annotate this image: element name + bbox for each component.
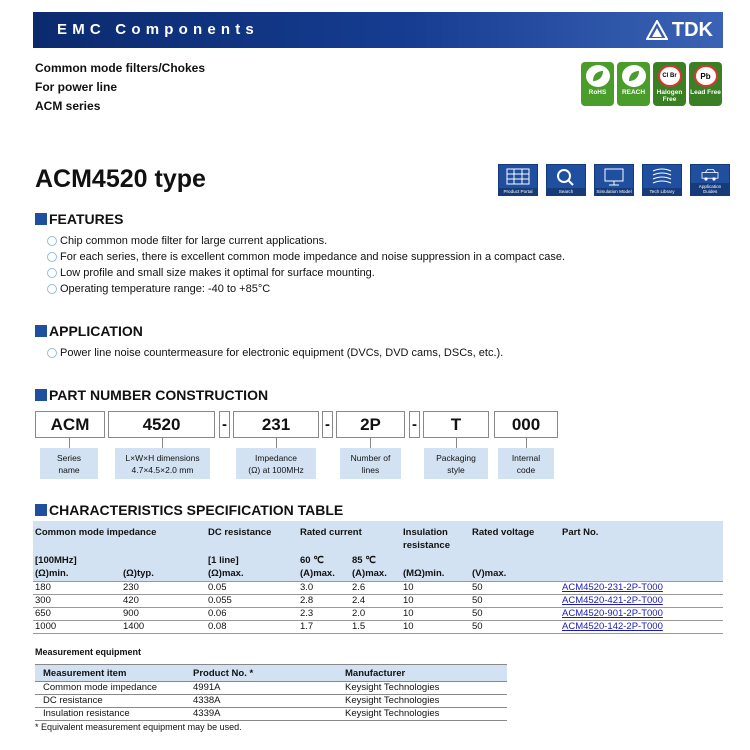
tdk-logo[interactable] [646,19,713,42]
pn-label-internal: Internal code [498,448,554,479]
badge-label: RoHS [588,89,607,96]
monitor-icon [601,167,627,187]
badge-label: REACH [621,89,646,96]
banner-title: EMC Components [57,21,259,38]
search-button[interactable]: Search [546,164,586,196]
rohs-badge [581,62,614,106]
list-item: Operating temperature range: -40 to +85°C [47,281,565,297]
spec-table-header: Common mode impedance DC resistance Rated current Insulation resistance Rated voltage Part No. [100MHz] [1 line] 60 ℃ 85 ℃ (Ω)min. (Ω)typ. (Ω)max. (A)max. (A)max. (MΩ)min. (V)max. [33,521,723,581]
pn-dash: - [409,411,420,438]
part-number-heading: PART NUMBER CONSTRUCTION [35,387,268,403]
part-link[interactable]: ACM4520-901-2P-T000 [562,608,663,619]
application-guides-button[interactable]: Application Guides [690,164,730,196]
badge-label: Halogen Free [656,89,683,103]
pn-label-series: Series name [40,448,98,479]
table-row: 180 230 0.05 3.0 2.6 10 50 ACM4520-231-2P-T000 [33,582,723,595]
badge-label: Lead Free [690,89,721,96]
simulation-model-button[interactable]: Simulation Model [594,164,634,196]
pn-segment-internal: 000 [494,411,558,438]
pn-label-lines: Number of lines [340,448,401,479]
part-link[interactable]: ACM4520-231-2P-T000 [562,582,663,593]
compliance-badges [581,62,722,106]
tech-library-button[interactable]: Tech Library [642,164,682,196]
lead-free-badge [689,62,722,106]
application-list [47,345,503,361]
leaf-icon [627,69,641,83]
series-name: ACM series [35,99,101,113]
application-area: For power line [35,80,118,94]
reach-badge [617,62,650,106]
features-list [47,233,565,297]
portal-icon [505,167,531,187]
table-row: 300 420 0.055 2.8 2.4 10 50 ACM4520-421-2P-T000 [33,595,723,608]
spec-table-heading: CHARACTERISTICS SPECIFICATION TABLE [35,502,343,518]
table-row: Insulation resistance 4339A Keysight Technologies [35,708,507,721]
no-halogen-icon: Cl Br [658,65,682,87]
pn-label-packaging: Packaging style [424,448,488,479]
header-banner [33,12,723,48]
measurement-title: Measurement equipment [35,647,142,657]
table-row: 1000 1400 0.08 1.7 1.5 10 50 ACM4520-142-2P-T000 [33,621,723,634]
pn-segment-series: ACM [35,411,105,438]
search-icon [553,167,579,187]
pn-segment-lines: 2P [336,411,405,438]
pn-label-dimensions: L×W×H dimensions 4.7×4.5×2.0 mm [115,448,210,479]
pn-dash: - [219,411,230,438]
table-row: DC resistance 4338A Keysight Technologies [35,695,507,708]
table-row: 650 900 0.06 2.3 2.0 10 50 ACM4520-901-2P-T000 [33,608,723,621]
part-link[interactable]: ACM4520-142-2P-T000 [562,621,663,632]
part-link[interactable]: ACM4520-421-2P-T000 [562,595,663,606]
pn-dash: - [322,411,333,438]
pn-label-impedance: Impedance (Ω) at 100MHz [236,448,316,479]
pn-segment-dimensions: 4520 [108,411,215,438]
no-lead-icon: Pb [694,65,718,87]
list-item: For each series, there is excellent common mode impedance and noise suppression in a compact case. [47,249,565,265]
product-category: Common mode filters/Chokes [35,61,206,75]
footnote: * Equivalent measurement equipment may be used. [35,722,242,732]
list-item: Low profile and small size makes it optimal for surface mounting. [47,265,565,281]
brand-name: TDK [671,19,713,41]
page-title: ACM4520 type [35,165,206,193]
pn-segment-packaging: T [423,411,489,438]
halogen-free-badge [653,62,686,106]
tdk-emblem-icon [646,20,668,42]
measurement-table-header: Measurement item Product No. * Manufacturer [35,664,507,682]
application-heading: APPLICATION [35,323,143,339]
car-icon [697,167,723,183]
list-item: Chip common mode filter for large current applications. [47,233,565,249]
list-item: Power line noise countermeasure for electronic equipment (DVCs, DVD cams, DSCs, etc.). [47,345,503,361]
table-row: Common mode impedance 4991A Keysight Technologies [35,682,507,695]
features-heading: FEATURES [35,211,123,227]
library-icon [649,167,675,187]
tool-links [498,164,730,196]
pn-segment-impedance: 231 [233,411,319,438]
product-portal-button[interactable]: Product Portal [498,164,538,196]
leaf-icon [591,69,605,83]
